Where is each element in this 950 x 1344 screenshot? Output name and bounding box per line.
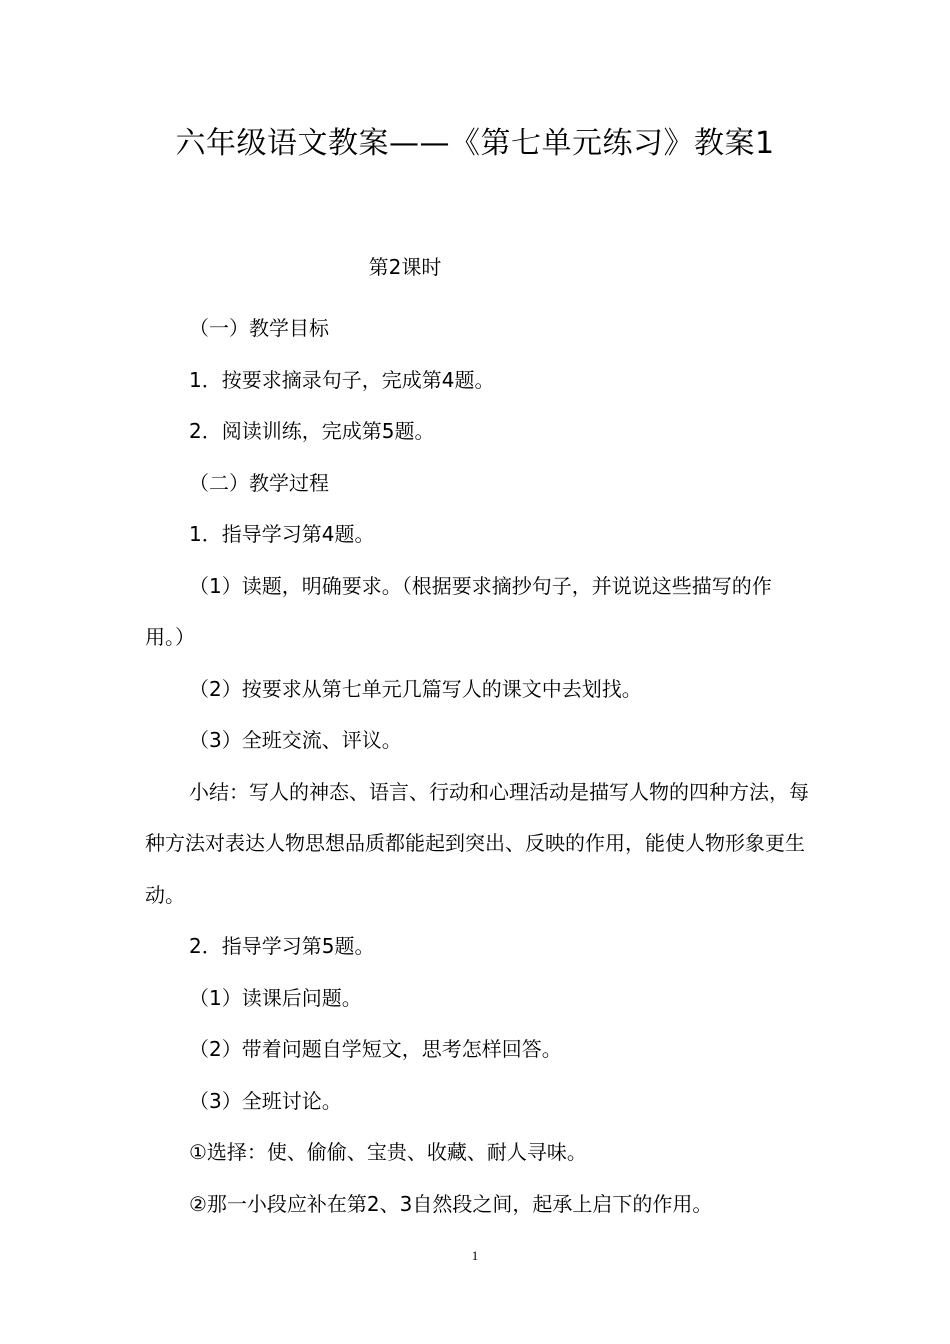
process-substep: （3）全班交流、评议。 [189,728,402,752]
process-substep: （2）带着问题自学短文，思考怎样回答。 [189,1037,562,1061]
process-substep: （1）读课后问题。 [189,985,362,1010]
objective-item: 2．阅读训练，完成第5题。 [189,419,435,443]
document-body [145,303,810,1230]
section-heading-objectives: （一）教学目标 [189,316,329,340]
page-number: 1 [471,1248,479,1263]
document-title: 六年级语文教案——《第七单元练习》教案1 [175,126,775,161]
process-step: 2．指导学习第5题。 [189,934,375,958]
summary-paragraph: 小结：写人的神态、语言、行动和心理活动是描写人物的四种方法，每种方法对表达人物思想品质都能起到突出、反映的作用，能使人物形象更生动。 [145,779,809,907]
answer-item: ①选择：使、偷偷、宝贵、收藏、耐人寻味。 [189,1140,587,1164]
process-substep: （3）全班讨论。 [189,1088,342,1113]
objective-item: 1．按要求摘录句子，完成第4题。 [189,367,495,392]
lesson-period: 第2课时 [368,255,442,279]
process-step: 1．指导学习第4题。 [189,522,375,546]
answer-item: ②那一小段应补在第2、3自然段之间，起承上启下的作用。 [189,1191,713,1216]
process-substep: （1）读题，明确要求。（根据要求摘抄句子，并说说这些描写的作用。） [145,573,772,649]
section-heading-process: （二）教学过程 [189,470,329,495]
process-substep: （2）按要求从第七单元几篇写人的课文中去划找。 [189,676,642,701]
